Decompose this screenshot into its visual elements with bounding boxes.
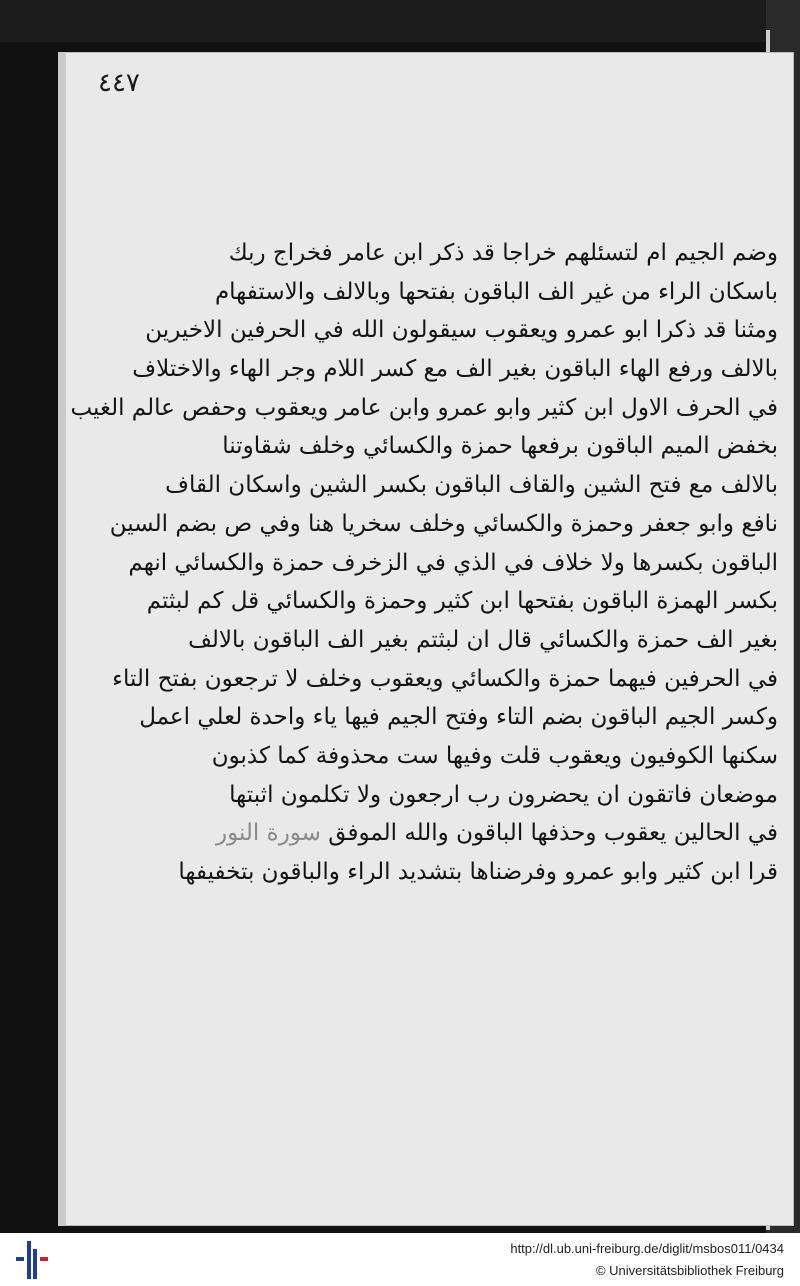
text-line: الباقون بكسرها ولا خلاف في الذي في الزخرف حمزة والكسائي انهم <box>128 549 778 576</box>
logo-bar <box>33 1249 37 1279</box>
scan-top-edge <box>0 0 800 42</box>
text-line: في الحرفين فيهما حمزة والكسائي ويعقوب وخلف لا ترجعون بفتح التاء <box>112 665 778 692</box>
source-url-link[interactable]: http://dl.ub.uni-freiburg.de/diglit/msbos011/0434 <box>510 1241 784 1256</box>
faded-text: سورة النور <box>216 820 321 847</box>
text-line: قرا ابن كثير وابو عمرو وفرضناها بتشديد الراء والباقون بتخفيفها <box>178 859 778 885</box>
text-line: وكسر الجيم الباقون بضم التاء وفتح الجيم فيها ياء واحدة لعلي اعمل <box>139 704 778 731</box>
text-line: وضم الجيم ام لتسئلهم خراجا قد ذكر ابن عامر فخراج ربك <box>228 240 778 266</box>
text-line: بكسر الهمزة الباقون بفتحها ابن كثير وحمزة والكسائي قل كم لبثتم <box>146 588 778 615</box>
logo-bar <box>27 1241 31 1279</box>
manuscript-page <box>58 52 794 1226</box>
text-line: بالالف مع فتح الشين والقاف الباقون بكسر الشين واسكان القاف <box>165 472 778 499</box>
text-line: في الحرف الاول ابن كثير وابو عمرو وابن عامر ويعقوب وحفص عالم الغيب <box>70 394 778 421</box>
text-line: بغير الف حمزة والكسائي قال ان لبثتم بغير الف الباقون بالالف <box>188 626 778 653</box>
text-line: موضعان فاتقون ان يحضرون رب ارجعون ولا تكلمون اثبتها <box>229 781 778 808</box>
text-line: سكنها الكوفيون ويعقوب قلت وفيها ست محذوفة كما كذبون <box>211 742 778 769</box>
page-gutter-shadow <box>58 52 66 1226</box>
logo-bar <box>16 1257 24 1261</box>
manuscript-text <box>70 234 778 994</box>
text-line: نافع وابو جعفر وحمزة والكسائي وخلف سخريا هنا وفي ص بضم السين <box>109 510 778 537</box>
page-number: ٤٤٧ <box>98 68 140 98</box>
university-logo-icon <box>14 1239 50 1281</box>
copyright-notice: © Universitätsbibliothek Freiburg <box>595 1263 784 1278</box>
text-line: بخفض الميم الباقون برفعها حمزة والكسائي وخلف شقاوتنا <box>222 433 778 460</box>
text-line: بالالف ورفع الهاء الباقون بغير الف مع كسر اللام وجر الهاء والاختلاف <box>132 356 778 383</box>
text-line: في الحالين يعقوب وحذفها الباقون والله الموفق سورة النور <box>216 820 778 847</box>
text-line: ومثنا قد ذكرا ابو عمرو ويعقوب سيقولون الله في الحرفين الاخيرين <box>145 317 778 344</box>
viewer-footer <box>0 1233 800 1286</box>
logo-bar <box>40 1257 48 1261</box>
text-line: باسكان الراء من غير الف الباقون بفتحها وبالالف والاستفهام <box>214 278 778 305</box>
